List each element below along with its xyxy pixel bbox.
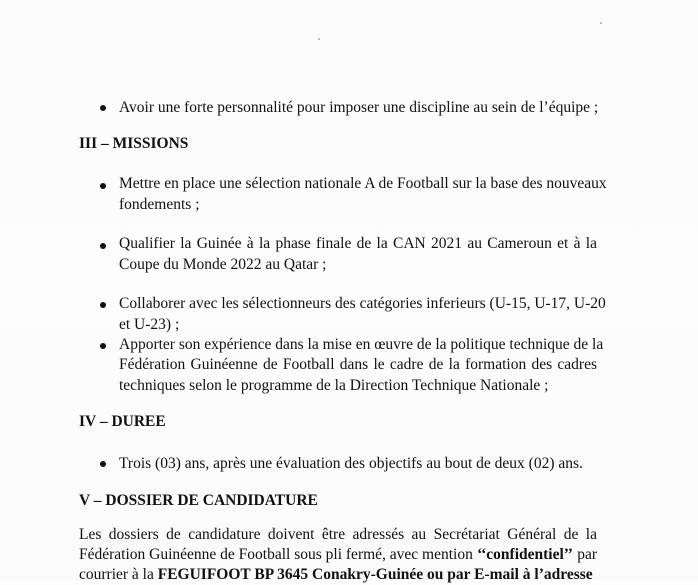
section-heading-duree: IV – DUREE xyxy=(79,413,166,430)
mission-4-line-1: Apporter son expérience dans la mise en œuvre de la politique technique de la xyxy=(119,336,604,353)
confidentiel-mention: ‘‘confidentiel’’ xyxy=(477,546,573,563)
dossier-line-2-end: par xyxy=(573,546,597,563)
mission-2-line-2: Coupe du Monde 2022 au Qatar ; xyxy=(119,256,327,273)
dossier-line-2-text: Fédération Guinéenne de Football sous pli fermé, avec mention xyxy=(79,546,477,563)
dossier-line-3-text: courrier à la xyxy=(79,566,158,583)
bullet-dot-icon xyxy=(100,183,106,189)
bullet-dot-icon xyxy=(100,302,106,308)
dossier-paragraph-line-2 xyxy=(79,545,597,565)
mission-4-line-3: techniques selon le programme de la Direction Technique Nationale ; xyxy=(119,377,549,394)
mission-3-line-1: Collaborer avec les sélectionneurs des catégories inferieurs (U-15, U-17, U-20 xyxy=(119,295,606,312)
mission-2-line-1: Qualifier la Guinée à la phase finale de la CAN 2021 au Cameroun et à la xyxy=(119,235,597,252)
bullet-dot-icon xyxy=(100,343,106,349)
bullet-dot-icon xyxy=(100,243,106,249)
mission-3-line-2: et U-23) ; xyxy=(119,316,180,333)
feguifoot-address: FEGUIFOOT BP 3645 Conakry-Guinée ou par E-mail à l’adresse xyxy=(157,566,593,583)
section-heading-dossier: V – DOSSIER DE CANDIDATURE xyxy=(79,492,318,509)
bullet-text: Avoir une forte personnalité pour imposer une discipline au sein de l’équipe ; xyxy=(119,99,599,116)
bullet-dot-icon xyxy=(100,105,106,111)
bullet-dot-icon xyxy=(100,461,106,467)
mission-1-line-2: fondements ; xyxy=(119,196,200,213)
mission-1-line-1: Mettre en place une sélection nationale A de Football sur la base des nouveaux xyxy=(119,175,607,192)
mission-4-line-2: Fédération Guinéenne de Football dans le cadre de la formation des cadres xyxy=(119,356,597,373)
scan-speck xyxy=(600,22,602,24)
scan-speck xyxy=(318,38,320,40)
section-heading-missions: III – MISSIONS xyxy=(79,135,189,152)
dossier-paragraph-line-3 xyxy=(79,565,597,585)
duree-text: Trois (03) ans, après une évaluation des objectifs au bout de deux (02) ans. xyxy=(119,455,583,472)
dossier-paragraph-line-1: Les dossiers de candidature doivent être adressés au Secrétariat Général de la xyxy=(79,526,597,543)
